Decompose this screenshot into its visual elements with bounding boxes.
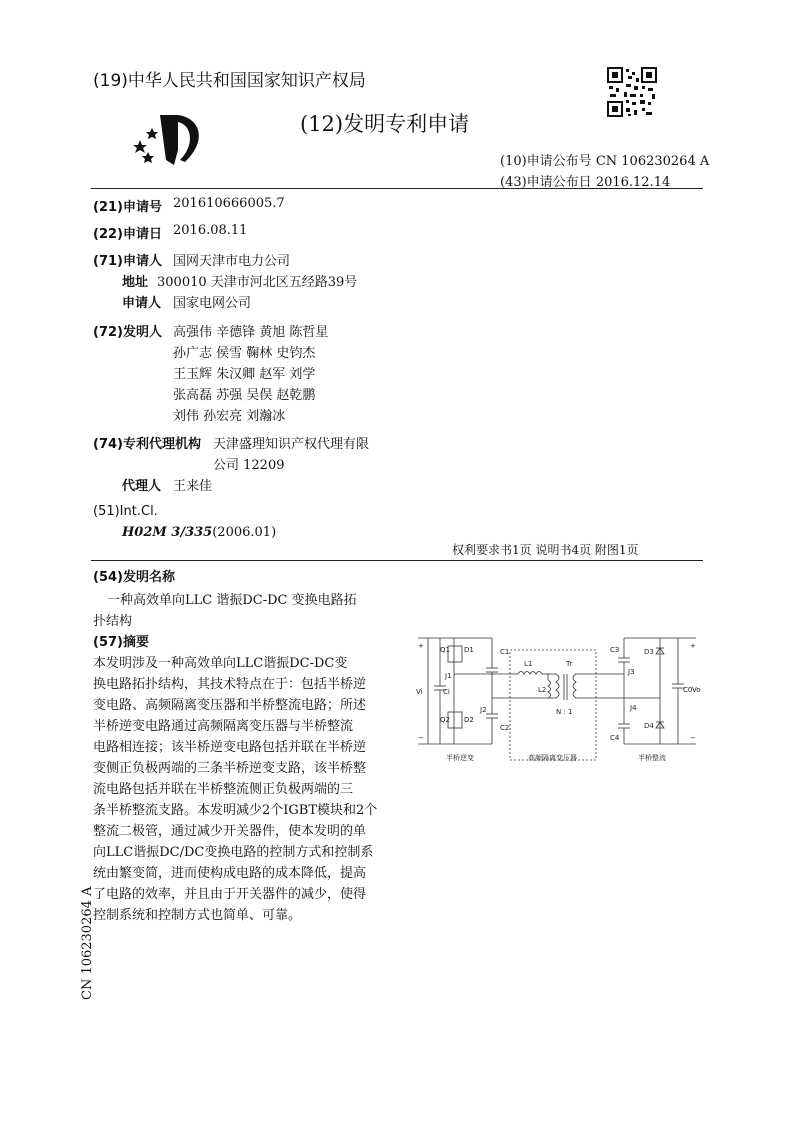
d1-label: D1 [464,646,474,654]
divider-middle [91,560,703,561]
abstract-line: 了电路的效率，并且由于开关器件的减少，使得 [93,887,367,902]
abstract-line: 统由繁变简，进而使构成电路的成本降低，提高 [93,866,367,881]
ci-label: Ci [443,688,450,696]
abstract-line: 本发明涉及一种高效单向LLC谐振DC-DC变 [93,656,348,671]
d2-label: D2 [464,716,474,724]
address-value: 300010 天津市河北区五经路39号 [157,275,358,290]
q1-label: Q1 [440,646,450,654]
invention-title-2: 扑结构 [93,614,133,629]
vo-minus: − [690,734,696,742]
j4-label: J4 [630,704,637,712]
rectifier-label: 半桥整流 [638,754,666,762]
publication-date: (43)申请公布日 2016.12.14 [500,175,671,190]
publication-number: (10)申请公布号 CN 106230264 A [500,154,710,169]
intcl-entry [122,525,276,540]
applicant2-value: 国家电网公司 [173,296,252,311]
divider-top [91,188,703,189]
side-publication-number: CN 106230264 A [80,886,95,1000]
inventor-line: 张高磊 苏强 吴俣 赵乾鹏 [173,388,316,403]
c3-label: C3 [610,646,620,654]
j1-label: J1 [445,672,452,680]
c0-label: C0 [683,686,693,694]
qr-code [606,66,658,118]
j3-label: J3 [628,668,635,676]
agency-label: (74)专利代理机构 [93,437,201,452]
inventor-line: 刘伟 孙宏亮 刘瀚冰 [173,409,286,424]
inventor-label: (72)发明人 [93,325,162,340]
transformer-label: 高频隔离变压器 [528,754,577,762]
c1-label: C1 [500,648,510,656]
abstract-line: 整流二极管，通过减少开关器件，使本发明的单 [93,824,367,839]
j2-label: J2 [480,706,487,714]
c4-label: C4 [610,734,620,742]
abstract-label: (57)摘要 [93,635,149,650]
abstract-line: 控制系统和控制方式也简单、可靠。 [93,908,302,923]
intcl-year: (2006.01) [212,525,277,540]
l2-label: L2 [538,686,547,694]
abstract-line: 变电路、高频隔离变压器和半桥整流电路；所述 [93,698,367,713]
app-date-label: (22)申请日 [93,227,162,242]
c2-label: C2 [500,724,510,732]
inventor-line: 高强伟 辛德锋 黄旭 陈哲星 [173,325,329,340]
abstract-line: 换电路拓扑结构，其技术特点在于：包括半桥逆 [93,677,367,692]
tr-label: Tr [566,660,573,668]
applicant-label: (71)申请人 [93,254,162,269]
vi-label: Vi [416,688,423,696]
inventor-line: 王玉辉 朱汉卿 赵军 刘学 [173,367,316,382]
abstract-line: 电路相连接；该半桥逆变电路包括并联在半桥逆 [93,740,367,755]
abstract-line: 向LLC谐振DC/DC变换电路的控制方式和控制系 [93,845,374,860]
agency-value-2: 公司 12209 [213,458,285,473]
intcl-label: (51)Int.Cl. [93,504,158,519]
address-label: 地址 [122,275,149,290]
abstract-line: 流电路包括并联在半桥整流侧正负极两端的三 [93,782,354,797]
office-name: (19)中华人民共和国国家知识产权局 [93,71,366,91]
circuit-diagram [406,628,706,770]
vo-label: Vo [692,686,701,694]
d4-label: D4 [644,722,654,730]
abstract-line: 条半桥整流支路。本发明减少2个IGBT模块和2个 [93,803,378,818]
applicant-value: 国网天津市电力公司 [173,254,291,269]
title-label: (54)发明名称 [93,570,175,585]
vo-plus: + [690,642,696,650]
vi-plus: + [418,642,424,650]
app-no-label: (21)申请号 [93,200,162,215]
inventor-line: 孙广志 侯雪 鞠林 史钧杰 [173,346,316,361]
abstract-line: 半桥逆变电路通过高频隔离变压器与半桥整流 [93,719,354,734]
applicant2-label: 申请人 [122,296,162,311]
inverter-label: 半桥逆变 [446,754,474,762]
page-counts: 权利要求书1页 说明书4页 附图1页 [452,543,639,557]
invention-title: 一种高效单向LLC 谐振DC-DC 变换电路拓 [107,593,357,608]
agent-value: 王来佳 [173,479,213,494]
document-type: (12)发明专利申请 [300,112,470,136]
vi-minus: − [418,734,424,742]
ratio-label: N : 1 [556,708,573,716]
cnipa-logo [130,110,210,170]
d3-label: D3 [644,648,654,656]
intcl-code: H02M 3/335 [122,525,213,540]
agency-value: 天津盛理知识产权代理有限 [213,437,370,452]
app-date-value: 2016.08.11 [173,223,248,238]
l1-label: L1 [524,660,533,668]
app-no-value: 201610666005.7 [173,196,285,211]
q2-label: Q2 [440,716,450,724]
abstract-line: 变侧正负极两端的三条半桥逆变支路，该半桥整 [93,761,367,776]
agent-label: 代理人 [122,479,162,494]
